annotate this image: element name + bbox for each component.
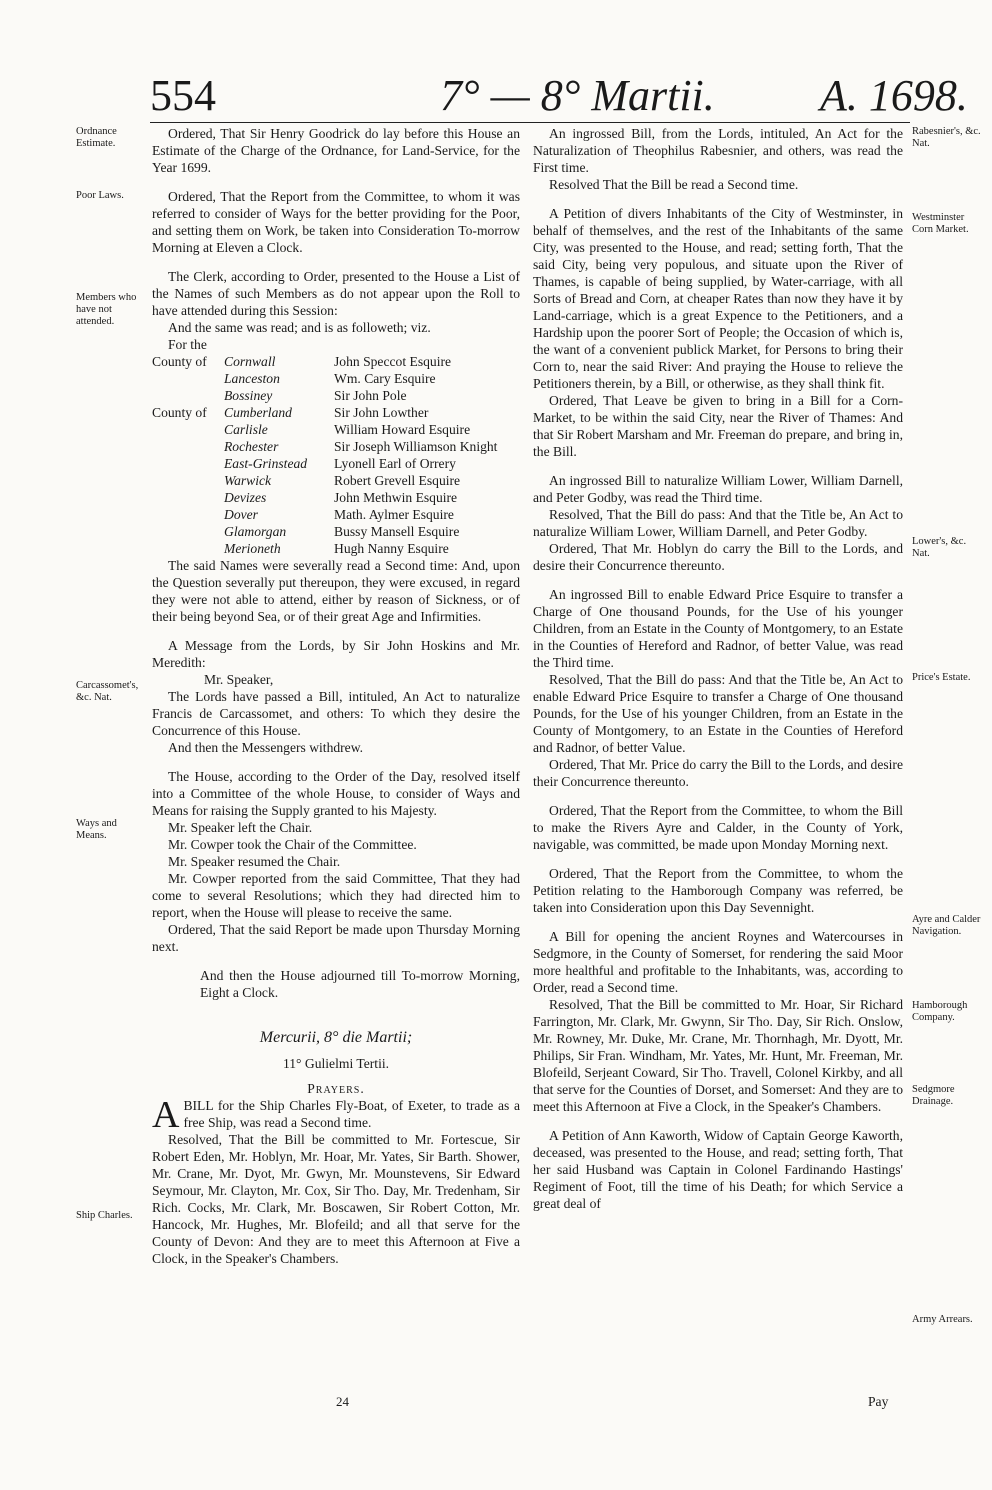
sedgmore-p2: Resolved, That the Bill be committed to Mr. Hoar, Sir Richard Farrington, Mr. Clark, Mr. Gwynn, Sir Tho. Day, Sir Rich. Onslow, Mr. Rowney, Mr. Duke, Mr. Crane, Mr. Thornhagh, Mr. Dyott, Mr. Philips, Sir Fran. Windham, Mr. Yates, Mr. Hunt, Mr. Freeman, Mr. Blofeild, Serjeant Coward, Sir Tho. Travell, Colonel Kirkby, and all that serve for the Counties of Dorset, and Somerset: And they are to meet this Afternoon at Five a Clock, in the Speaker's Chambers.: [533, 997, 903, 1114]
list-item: Lanceston Wm. Cary Esquire: [224, 371, 436, 386]
page-date: 7° — 8° Martii.: [440, 71, 715, 120]
list-item: East-Grinstead Lyonell Earl of Orrery: [224, 456, 456, 471]
entry-sedgmore: [533, 928, 903, 1115]
sedgmore-p1: A Bill for opening the ancient Roynes and Watercourses in Sedgmore, in the County of Somerset, for rendering the said Moor more healthful and profitable to the Inhabitants, was, according to Order, read a Second time.: [533, 929, 903, 995]
right-column: [533, 125, 903, 1224]
ways-p2: Mr. Speaker left the Chair.: [168, 820, 313, 835]
adjourn-text: And then the House adjourned till To-morrow Morning, Eight a Clock.: [200, 968, 520, 1000]
drop-cap: A: [152, 1094, 180, 1136]
margin-note-hamborough: Hamborough Company.: [912, 1000, 968, 1023]
margin-note-ways: Ways and Means.: [76, 818, 117, 841]
entry-ways: [152, 768, 520, 955]
margin-note-poor-laws: Poor Laws.: [76, 190, 124, 201]
list-item: Devizes John Methwin Esquire: [224, 490, 458, 505]
margin-note-sedgmore: Sedgmore Drainage.: [912, 1084, 955, 1107]
folio-number: 24: [336, 1394, 349, 1409]
ways-p3: Mr. Cowper took the Chair of the Committee.: [168, 837, 417, 852]
carcassomet-p2: Mr. Speaker,: [204, 672, 274, 687]
list-item: Warwick Robert Grevell Esquire: [224, 473, 461, 488]
margin-note-ayre: Ayre and Calder Navigation.: [912, 914, 981, 937]
margin-note-rabesnier: Rabesnier's, &c. Nat.: [912, 126, 981, 149]
entry-rabesnier: [533, 125, 903, 193]
entry-lower: [533, 472, 903, 574]
margin-note-lower: Lower's, &c. Nat.: [912, 536, 967, 559]
rabesnier-p2: Resolved That the Bill be read a Second time.: [549, 177, 799, 192]
entry-ayre: [533, 802, 903, 853]
margin-note-ordnance: Ordnance Estimate.: [76, 126, 117, 149]
westminster-p2: Ordered, That Leave be given to bring in a Bill for a Corn-Market, to be within the said City, near the River of Thames: And that Sir Robert Marsham and Mr. Freeman do prepare, and bring in, the Bill.: [533, 393, 903, 459]
left-column: [152, 125, 520, 1279]
hamborough-p1: Ordered, That the Report from the Committee, to whom the Petition relating to the Hamborough Company was referred, be taken into Consideration upon this Day Sevennight.: [533, 866, 903, 915]
list-item: County of Cornwall John Speccot Esquire: [152, 354, 452, 369]
list-item: Merioneth Hugh Nanny Esquire: [224, 541, 449, 556]
price-p2: Resolved, That the Bill do pass: And that the Title be, An Act to enable Edward Price Esquire to transfer a Charge of One thousand Pounds, for the Use of his younger Children, from an Estate in the County of Montgomery, to an Estate in the Counties of Hereford and Radnor, of better Value.: [533, 672, 903, 755]
price-p1: An ingrossed Bill to enable Edward Price Esquire to transfer a Charge of One thousand Pounds, for the Use of his younger Children, from an Estate in the County of Montgomery, to an Estate in the Counties of Hereford and Radnor, of better Value, was read the Third time.: [533, 587, 903, 670]
members-for-the: For the: [168, 337, 207, 352]
list-item: Bossiney Sir John Pole: [224, 388, 407, 403]
section-title: Mercurii, 8° die Martii;: [259, 1029, 413, 1046]
margin-note-price: Price's Estate.: [912, 672, 971, 683]
ayre-p1: Ordered, That the Report from the Committee, to whom the Bill to make the Rivers Ayre and Calder, in the County of York, navigable, was committed, be made upon Monday Morning next.: [533, 803, 903, 852]
list-item: Glamorgan Bussy Mansell Esquire: [224, 524, 460, 539]
entry-westminster: [533, 205, 903, 460]
westminster-p1: A Petition of divers Inhabitants of the City of Westminster, in behalf of themselves, and the rest of the Inhabitants of the same City, was presented to the House, and read; setting forth, That the said City, being very populous, and situate upon the River of Thames, is capable of being supplied, by Water-carriage, with all Sorts of Bread and Corn, at cheaper Rates than now they have it by Land-carriage, which is a great Expence to the Petitioners, and a Hardship upon the poorer Sort of People; the Occasion of which is, the want of a convenient publick Market, for Persons to bring their Corn to, near the said River: And praying the House to relieve the Petitioners therein, by a Bill, or otherwise, as they shall think fit.: [533, 206, 903, 391]
header-rule: [150, 122, 910, 123]
carcassomet-p4: And then the Messengers withdrew.: [168, 740, 364, 755]
margin-note-ship: Ship Charles.: [76, 1210, 133, 1221]
entry-poor-laws: [152, 188, 520, 256]
army-p1: A Petition of Ann Kaworth, Widow of Captain George Kaworth, deceased, was presented to the House, and read; setting forth, That her said Husband was Captain in Colonel Fardinando Hastings' Regiment of Foot, till the time of his Death; for which Service a great deal of: [533, 1128, 903, 1211]
members-intro2: And the same was read; and is as followeth; viz.: [168, 320, 431, 335]
entry-members: [152, 268, 520, 625]
page-number: 554: [150, 71, 216, 120]
members-closing: The said Names were severally read a Second time: And, upon the Question severally put thereupon, they were excused, in regard they were not able to attend, either by reason of Sickness, or of their being beyond Sea, or of their great Age and Infirmities.: [152, 558, 520, 624]
list-item: Carlisle William Howard Esquire: [224, 422, 471, 437]
list-item: Dover Math. Aylmer Esquire: [224, 507, 454, 522]
lower-p1: An ingrossed Bill to naturalize William Lower, William Darnell, and Peter Godby, was read the Third time.: [533, 473, 903, 505]
entry-hamborough: [533, 865, 903, 916]
margin-note-westminster: Westminster Corn Market.: [912, 212, 969, 235]
prayers-heading: Prayers.: [307, 1081, 365, 1096]
catchword: Pay: [868, 1394, 889, 1409]
ship-p1-text: BILL for the Ship Charles Fly-Boat, of Exeter, to trade as a free Ship, was read a Second time.: [183, 1098, 520, 1130]
ways-p6: Ordered, That the said Report be made upon Thursday Morning next.: [152, 922, 520, 954]
list-item: County of Cumberland Sir John Lowther: [152, 405, 429, 420]
margin-note-carcassomet: Carcassomet's, &c. Nat.: [76, 680, 139, 703]
list-item: Rochester Sir Joseph Williamson Knight: [224, 439, 498, 454]
rabesnier-p1: An ingrossed Bill, from the Lords, intituled, An Act for the Naturalization of Theophilus Rabesnier, and others, was read the First time.: [533, 126, 903, 175]
entry-ordnance: [152, 125, 520, 176]
entry-carcassomet: [152, 637, 520, 756]
ship-p1: [152, 1094, 520, 1136]
lower-p2: Resolved, That the Bill do pass: And that the Title be, An Act to naturalize William Lower, William Darnell, and Peter Godby.: [533, 507, 903, 539]
page-year: A. 1698.: [820, 71, 968, 120]
entry-price: [533, 586, 903, 790]
ship-p2: Resolved, That the Bill be committed to Mr. Fortescue, Sir Robert Eden, Mr. Hoblyn, Mr. Hoar, Mr. Yates, Sir Barth. Shower, Mr. Crane, Mr. Dyot, Mr. Gwyn, Mr. Mounstevens, Sir Edward Seymour, Mr. Clayton, Mr. Cox, Sir Tho. Day, Mr. Tredenham, Sir Rich. Cocks, Mr. Clark, Mr. Boscawen, Sir Robert Cotton, Mr. Hancock, Mr. Hughes, Mr. Blofeild; and all that serve for the County of Devon: And they are to meet this Afternoon at Five a Clock, in the Speaker's Chambers.: [152, 1132, 520, 1266]
ways-p1: The House, according to the Order of the Day, resolved itself into a Committee of the whole House, to consider of Ways and Means for raising the Supply granted to his Majesty.: [152, 769, 520, 818]
entry-ship: [152, 1094, 520, 1267]
lower-p3: Ordered, That Mr. Hoblyn do carry the Bill to the Lords, and desire their Concurrence thereunto.: [533, 541, 903, 573]
members-intro: The Clerk, according to Order, presented to the House a List of the Names of such Members as do not appear upon the Roll to have attended during this Session:: [152, 269, 520, 318]
entry-army: [533, 1127, 903, 1212]
poor-laws-text: Ordered, That the Report from the Committee, to whom it was referred to consider of Ways for the better providing for the Poor, and setting them on Work, be taken into Consideration To-morrow Morning at Eleven a Clock.: [152, 189, 520, 255]
margin-note-members: Members who have not attended.: [76, 292, 137, 327]
carcassomet-p1: A Message from the Lords, by Sir John Hoskins and Mr. Meredith:: [152, 638, 520, 670]
carcassomet-p3: The Lords have passed a Bill, intituled, An Act to naturalize Francis de Carcassomet, and others: To which they desire the Concurrence of this House.: [152, 689, 520, 738]
margin-note-army: Army Arrears.: [912, 1314, 973, 1325]
members-list: [152, 353, 497, 557]
price-p3: Ordered, That Mr. Price do carry the Bill to the Lords, and desire their Concurrence thereunto.: [533, 757, 903, 789]
ordnance-text: Ordered, That Sir Henry Goodrick do lay before this House an Estimate of the Charge of the Ordnance, for Land-Service, for the Year 1699.: [152, 126, 520, 175]
section-subtitle: 11° Gulielmi Tertii.: [282, 1056, 390, 1071]
ways-p4: Mr. Speaker resumed the Chair.: [168, 854, 341, 869]
ways-p5: Mr. Cowper reported from the said Committee, That they had come to several Resolutions; which they had directed him to report, when the House will please to receive the same.: [152, 871, 520, 920]
